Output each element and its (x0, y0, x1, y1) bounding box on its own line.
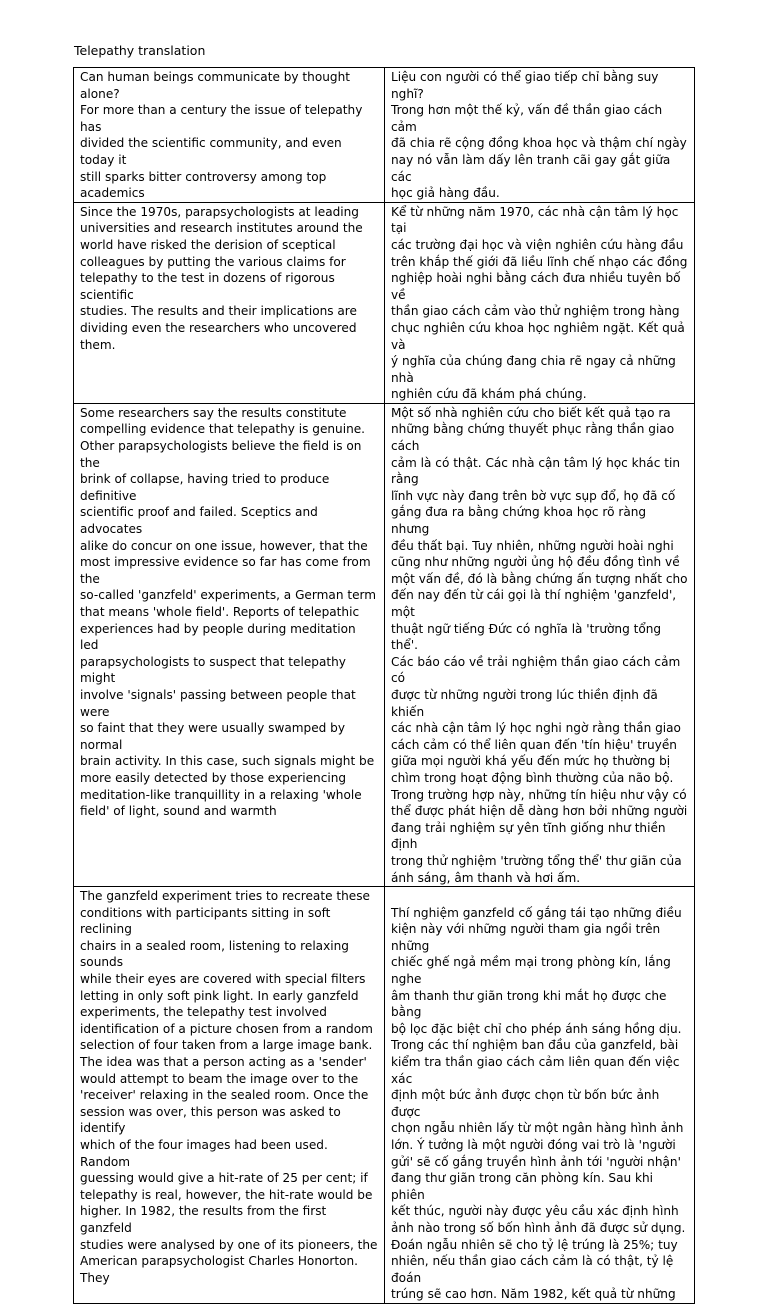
english-cell (74, 68, 385, 203)
english-cell (74, 887, 385, 1304)
table-row (74, 202, 695, 403)
vietnamese-cell (385, 887, 695, 1304)
vietnamese-text: Liệu con người có thể giao tiếp chỉ bằng suy nghĩ? Trong hơn một thế kỷ, vấn đề thần giao cách cảm đã chia rẽ cộng đồng khoa học và thậm chí ngày nay nó vẫn làm dấy lên tranh cãi gay gắt giữa các học giả hàng đầu. (391, 70, 687, 201)
document-title: Telepathy translation (74, 43, 206, 58)
english-text: The ganzfeld experiment tries to recreate these conditions with participants sitting in soft reclining chairs in a sealed room, listening to relaxing sounds while their eyes are covered with special filters letting in only soft pink light. In early ganzfeld experiments, the telepathy test involved identification of a picture chosen from a random selection of four taken from a large image bank. The idea was that a person acting as a 'sender' would attempt to beam the image over to the 'receiver' relaxing in the sealed room. Once the session was over, this person was asked to identify which of the four images had been used. Random guessing would give a hit-rate of 25 per cent; if telepathy is real, however, the hit-rate would be higher. In 1982, the results from the first ganzfeld studies were analysed by one of its pioneers, the American parapsychologist Charles Honorton. They (80, 889, 378, 1285)
english-text: Some researchers say the results constitute compelling evidence that telepathy is genuine. Other parapsychologists believe the field is on the brink of collapse, having tried to produce definitive scientific proof and failed. Sceptics and advocates alike do concur on one issue, however, that the most impressive evidence so far has come from the so-called 'ganzfeld' experiments, a German term that means 'whole field'. Reports of telepathic experiences had by people during meditation led parapsychologists to suspect that telepathy might involve 'signals' passing between people that were so faint that they were usually swamped by normal brain activity. In this case, such signals might be more easily detected by those experiencing meditation-like tranquillity in a relaxing 'whole field' of light, sound and warmth (80, 405, 377, 819)
vietnamese-text: Thí nghiệm ganzfeld cố gắng tái tạo những điều kiện này với những người tham gia ngồi trên những chiếc ghế ngả mềm mại trong phòng kín, lắng nghe âm thanh thư giãn trong khi mắt họ được che bằng bộ lọc đặc biệt chỉ cho phép ánh sáng hồng dịu. Trong các thí nghiệm ban đầu của ganzfeld, bài kiểm tra thần giao cách cảm liên quan đến việc xác định một bức ảnh được chọn từ bốn bức ảnh được chọn ngẫu nhiên lấy từ một ngân hàng hình ảnh lớn. Ý tưởng là một người đóng vai trò là 'người gửi' sẽ cố gắng truyền hình ảnh tới 'người nhận' đang thư giãn trong căn phòng kín. Sau khi phiên kết thúc, người này được yêu cầu xác định hình ảnh nào trong số bốn hình ảnh đã được sử dụng. Đoán ngẫu nhiên sẽ cho tỷ lệ trúng là 25%; tuy nhiên, nếu thần giao cách cảm là có thật, tỷ lệ đoán trúng sẽ cao hơn. Năm 1982, kết quả từ những (391, 905, 686, 1302)
table-row (74, 403, 695, 886)
vietnamese-cell (385, 403, 695, 886)
english-cell (74, 202, 385, 403)
vietnamese-cell (385, 202, 695, 403)
vietnamese-cell (385, 68, 695, 203)
table-row (74, 68, 695, 203)
translation-table (73, 67, 695, 1304)
table-row (74, 887, 695, 1304)
english-text: Since the 1970s, parapsychologists at leading universities and research institutes around the world have risked the derision of sceptical colleagues by putting the various claims for telepathy to the test in dozens of rigorous scientific studies. The results and their implications are dividing even the researchers who uncovered them. (80, 204, 363, 352)
vietnamese-text: Một số nhà nghiên cứu cho biết kết quả tạo ra những bằng chứng thuyết phục rằng thần giao cách cảm là có thật. Các nhà cận tâm lý học khác tin rằng lĩnh vực này đang trên bờ vực sụp đổ, họ đã cố gắng đưa ra bằng chứng khoa học rõ ràng nhưng đều thất bại. Tuy nhiên, những người hoài nghi cũng như những người ủng hộ đều đồng tình về một vấn đề, đó là bằng chứng ấn tượng nhất cho đến nay đến từ cái gọi là thí nghiệm 'ganzfeld', một thuật ngữ tiếng Đức có nghĩa là 'trường tổng thể'. Các báo cáo về trải nghiệm thần giao cách cảm có được từ những người trong lúc thiền định đã khiến các nhà cận tâm lý học nghi ngờ rằng thần giao cách cảm có thể liên quan đến 'tín hiệu' truyền giữa mọi người khá yếu đến mức họ thường bị chìm trong hoạt động bình thường của não bộ. Trong trường hợp này, những tín hiệu như vậy có thể được phát hiện dễ dàng hơn bởi những người đang trải nghiệm sự yên tĩnh giống như thiền định trong thử nghiệm 'trường tổng thể' thư giãn của ánh sáng, âm thanh và hơi ấm. (391, 405, 688, 885)
vietnamese-text: Kể từ những năm 1970, các nhà cận tâm lý học tại các trường đại học và viện nghiên cứu hàng đầu trên khắp thế giới đã liều lĩnh chế nhạo các đồng nghiệp hoài nghi bằng cách đưa nhiều tuyên bố về thần giao cách cảm vào thử nghiệm trong hàng chục nghiên cứu khoa học nghiêm ngặt. Kết quả và ý nghĩa của chúng đang chia rẽ ngay cả những nhà nghiên cứu đã khám phá chúng. (391, 204, 688, 402)
english-cell (74, 403, 385, 886)
english-text: Can human beings communicate by thought alone? For more than a century the issue of telepathy has divided the scientific community, and even today it still sparks bitter controversy among top academics (80, 70, 363, 201)
